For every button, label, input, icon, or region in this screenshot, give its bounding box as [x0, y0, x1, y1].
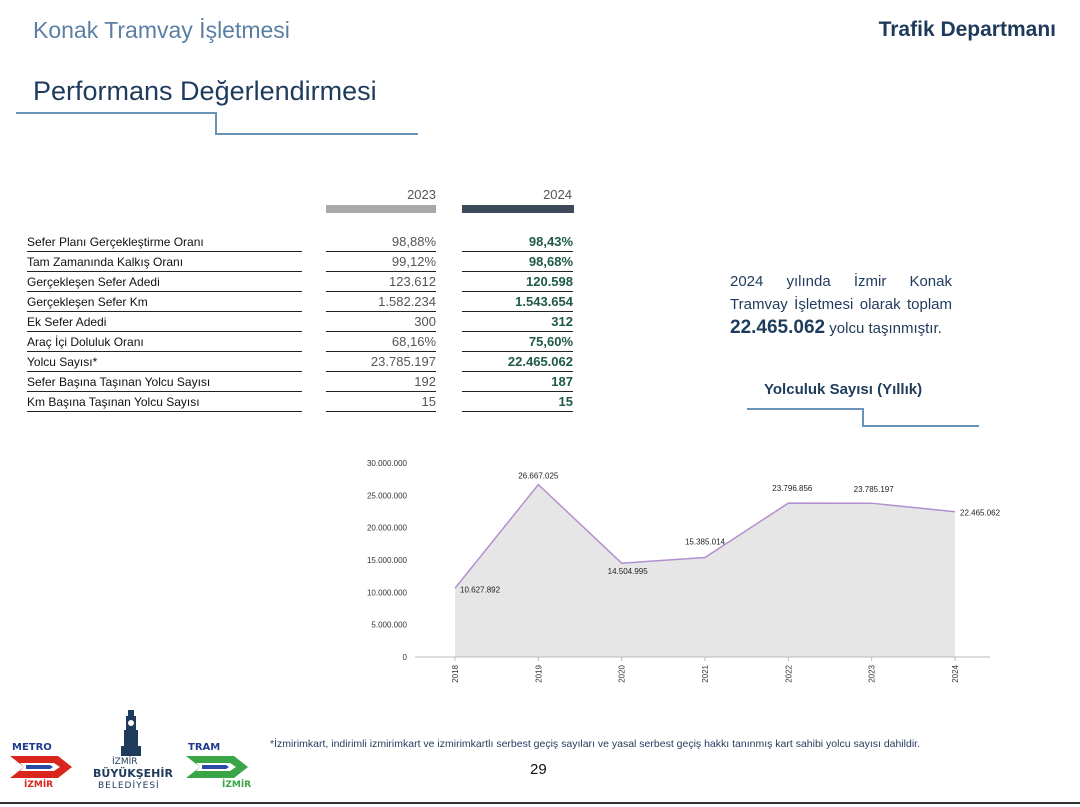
x-tick-label: 2022: [784, 665, 794, 683]
metro-logo-bottom: İZMİR: [24, 780, 54, 790]
izmir-buyuksehir-logo: [90, 710, 172, 796]
table-cell-2024: 75,60%: [462, 333, 573, 352]
table-row-label: Sefer Başına Taşınan Yolcu Sayısı: [27, 373, 302, 392]
tram-logo-top: TRAM: [188, 742, 221, 753]
passenger-chart: [340, 450, 1010, 695]
column-header-2023: 2023: [407, 187, 436, 202]
column-bar-2023: [326, 205, 436, 213]
table-cell-2023: 15: [326, 393, 436, 412]
summary-text-before: 2024 yılında İzmir Konak Tramvay İşletmesi olarak toplam: [730, 273, 952, 313]
table-cell-2024: 15: [462, 393, 573, 412]
summary-highlight: 22.465.062: [730, 317, 826, 338]
table-row-label: Gerçekleşen Sefer Adedi: [27, 273, 302, 292]
title-underline-left: [16, 112, 216, 114]
footnote: *İzmirimkart, indirimli izmirimkart ve izmirimkartlı serbest geçiş sayıları ve yasal serbest geçiş hakkı tanınmış kart sahibi yolcu sayısı dahildir.: [270, 738, 921, 750]
table-cell-2024: 98,68%: [462, 253, 573, 272]
data-label: 23.785.197: [853, 485, 894, 495]
chart-title-underline-right: [862, 425, 979, 427]
header-left-title: Konak Tramvay İşletmesi: [33, 17, 290, 43]
metro-arrow-icon: [10, 754, 80, 780]
tram-logo-bottom: İZMİR: [222, 780, 252, 790]
y-tick-label: 5.000.000: [371, 620, 407, 630]
header-right-title: Trafik Departmanı: [878, 18, 1056, 41]
table-cell-2023: 1.582.234: [326, 293, 436, 312]
tram-izmir-logo: [186, 740, 256, 792]
tram-arrow-icon: [186, 754, 256, 780]
clock-tower-icon: [120, 710, 142, 756]
y-tick-label: 20.000.000: [366, 523, 407, 533]
y-tick-label: 25.000.000: [366, 491, 407, 501]
table-cell-2023: 98,88%: [326, 233, 436, 252]
summary-text-after: yolcu taşınmıştır.: [829, 320, 942, 337]
y-tick-label: 30.000.000: [366, 459, 407, 468]
table-cell-2024: 98,43%: [462, 233, 573, 252]
table-cell-2024: 120.598: [462, 273, 573, 292]
table-cell-2023: 68,16%: [326, 333, 436, 352]
x-tick-label: 2024: [951, 665, 960, 683]
y-tick-label: 10.000.000: [366, 588, 407, 598]
table-row-label: Ek Sefer Adedi: [27, 313, 302, 332]
chart-title: Yolculuk Sayısı (Yıllık): [764, 381, 923, 398]
table-cell-2023: 99,12%: [326, 253, 436, 272]
x-tick-label: 2023: [867, 665, 877, 683]
y-tick-label: 0: [402, 653, 407, 662]
metro-logo-top: METRO: [12, 742, 52, 753]
x-tick-label: 2019: [534, 665, 544, 683]
page-number: 29: [530, 761, 547, 778]
x-tick-label: 2018: [451, 665, 460, 683]
summary-text: [730, 270, 952, 340]
table-row-label: Tam Zamanında Kalkış Oranı: [27, 253, 302, 272]
title-underline-step: [215, 112, 217, 134]
data-label: 26.667.025: [518, 471, 559, 481]
page-title: Performans Değerlendirmesi: [33, 76, 377, 106]
table-row-label: Gerçekleşen Sefer Km: [27, 293, 302, 312]
bottom-border: [0, 802, 1080, 804]
y-tick-label: 15.000.000: [366, 556, 407, 565]
table-row-label: Araç İçi Doluluk Oranı: [27, 333, 302, 352]
x-tick-label: 2021: [701, 665, 710, 683]
data-label: 22.465.062: [960, 508, 1001, 518]
table-cell-2023: 192: [326, 373, 436, 392]
table-cell-2023: 123.612: [326, 273, 436, 292]
table-cell-2023: 23.785.197: [326, 353, 436, 372]
x-tick-label: 2020: [617, 665, 627, 683]
area-fill: [455, 485, 955, 657]
table-cell-2024: 312: [462, 313, 573, 332]
city-logo-line3: BELEDİYESİ: [98, 781, 160, 791]
data-label: 23.796.856: [772, 484, 813, 494]
table-cell-2023: 300: [326, 313, 436, 332]
data-label: 15.385.014: [684, 537, 726, 547]
chart-title-underline-left: [747, 408, 863, 410]
data-label: 10.627.892: [460, 585, 501, 595]
column-bar-2024: [462, 205, 574, 213]
city-logo-line1: İZMİR: [112, 757, 138, 767]
table-row-label: Sefer Planı Gerçekleştirme Oranı: [27, 233, 302, 252]
table-cell-2024: 1.543.654: [462, 293, 573, 312]
city-logo-line2: BÜYÜKŞEHİR: [93, 767, 173, 780]
metro-izmir-logo: [10, 740, 80, 792]
title-underline-right: [215, 133, 418, 135]
table-cell-2024: 187: [462, 373, 573, 392]
table-cell-2024: 22.465.062: [462, 353, 573, 372]
column-header-2024: 2024: [543, 187, 572, 202]
table-row-label: Km Başına Taşınan Yolcu Sayısı: [27, 393, 302, 412]
table-row-label: Yolcu Sayısı*: [27, 353, 302, 372]
chart-title-underline-step: [862, 408, 864, 426]
data-label: 14.504.995: [607, 567, 648, 577]
